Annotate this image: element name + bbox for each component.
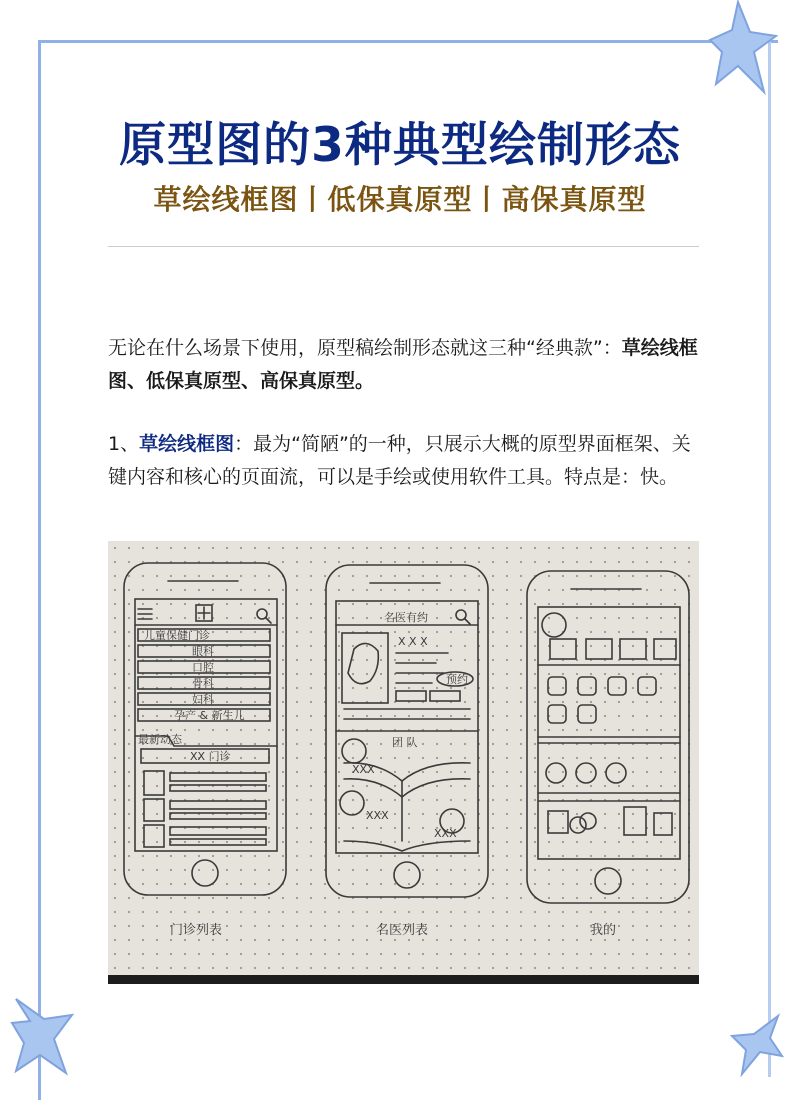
sketch-phone2-xxx-2: XXX (366, 809, 389, 822)
section1-number: 1、 (108, 433, 140, 455)
intro-bold: 草绘线框图、低保真原型、高保真原型。 (108, 337, 698, 392)
sketch-phone2-caption: 名医列表 (376, 923, 429, 938)
page-subtitle: 草绘线框图丨低保真原型丨高保真原型 (153, 183, 647, 216)
intro-paragraph (108, 332, 708, 398)
sketch-phone2-name: X X X (398, 635, 428, 648)
star-decoration-icon (730, 1012, 785, 1077)
sketch-phone1-card-title: XX 门诊 (190, 750, 231, 763)
sketch-phone1-caption: 门诊列表 (170, 923, 223, 938)
photo-bottom-edge (108, 975, 699, 984)
intro-text: 无论在什么场景下使用，原型稿绘制形态就这三种“经典款”： (108, 337, 622, 359)
sketch-phone1-menu-3: 骨科 (192, 677, 214, 690)
sketch-phone1-section-label: 最新动态 (138, 733, 182, 746)
page-title: 原型图的3种典型绘制形态 (119, 118, 681, 173)
sketch-phone1-header: 儿童保健门诊 (144, 629, 210, 642)
sketch-phone2-team: 团 队 (392, 736, 418, 749)
sketch-phone1-menu-4: 妇科 (192, 693, 214, 706)
sketch-wireframe-photo (108, 541, 699, 984)
sketch-phone2-xxx-1: XXX (352, 763, 375, 776)
sketch-drawing (108, 541, 699, 984)
section1-paragraph (108, 428, 708, 494)
star-decoration-icon (708, 0, 778, 100)
star-decoration-icon (10, 995, 80, 1077)
sketch-phone1-menu-2: 口腔 (192, 661, 214, 674)
sketch-phone3-caption: 我的 (590, 923, 617, 938)
section1-term: 草绘线框图 (139, 433, 235, 455)
sketch-phone1-menu-1: 眼科 (192, 645, 214, 658)
sketch-phone2-title: 名医有约 (384, 611, 428, 624)
section1-text: ：最为“简陋”的一种，只展示大概的原型界面框架、关键内容和核心的页面流，可以是手绘或使用软件工具。特点是：快。 (108, 433, 691, 488)
sketch-phone2-button: 预约 (446, 673, 468, 686)
sketch-phone2-xxx-3: XXX (434, 827, 457, 840)
sketch-phone1-menu-5: 孕产 & 新生儿 (174, 709, 245, 722)
divider (108, 246, 699, 247)
